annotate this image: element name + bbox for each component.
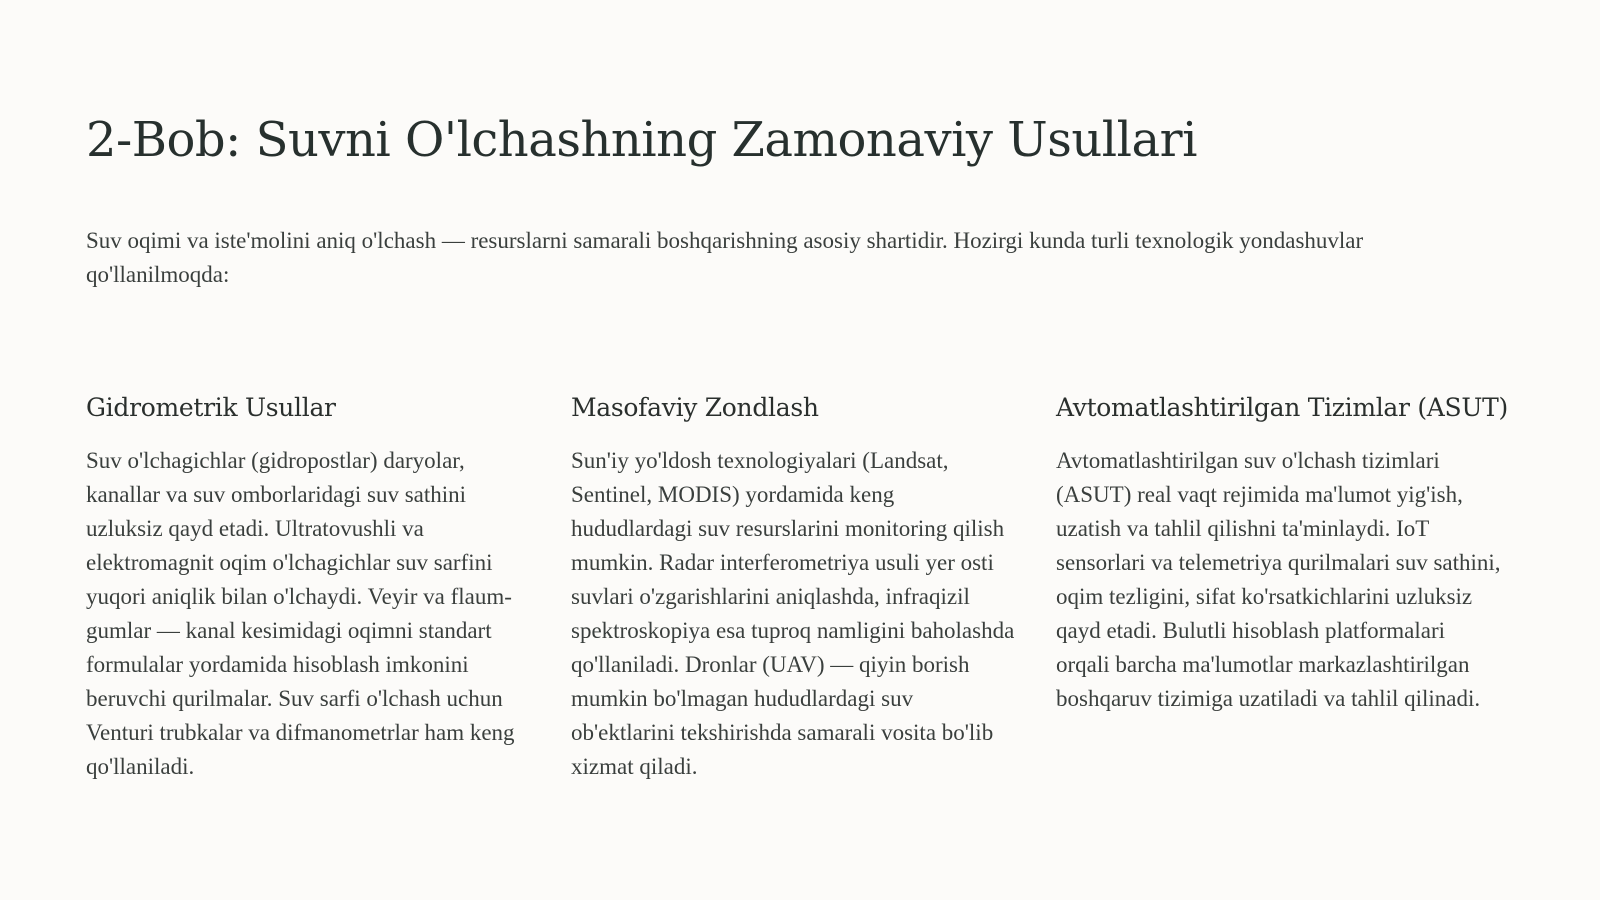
column-heading: Masofaviy Zondlash bbox=[571, 393, 819, 422]
slide bbox=[86, 0, 1526, 900]
column-heading: Avtomatlashtirilgan Tizimlar (ASUT) bbox=[1056, 393, 1508, 422]
column-heading: Gidrometrik Usullar bbox=[86, 393, 336, 422]
column-gidrometrik bbox=[86, 392, 534, 784]
column-masofaviy bbox=[571, 392, 1019, 784]
column-asut bbox=[1056, 392, 1508, 716]
column-body: Suv o'lchagichlar (gidropostlar) daryolar, kanallar va suv omborlaridagi suv sathini uzluksiz qayd etadi. Ultratovushli va elektromagnit oqim o'lchagichlar suv sarfini yuqori aniqlik bilan o'lchaydi. Veyir va flaum-gumlar — kanal kesimidagi oqimni standart formulalar yordamida hisoblash imkonini beruvchi qurilmalar. Suv sarfi o'lchash uchun Venturi trubkalar va difmanometrlar ham keng qo'llaniladi. bbox=[86, 448, 515, 779]
column-body: Avtomatlashtirilgan suv o'lchash tizimlari (ASUT) real vaqt rejimida ma'lumot yig'ish, uzatish va tahlil qilishni ta'minlaydi. IoT sensorlari va telemetriya qurilmalari suv sathini, oqim tezligini, sifat ko'rsatkichlarini uzluksiz qayd etadi. Bulutli hisoblash platformalari orqali barcha ma'lumotlar markazlashtirilgan boshqaruv tizimiga uzatiladi va tahlil qilinadi. bbox=[1056, 448, 1501, 711]
intro-paragraph: Suv oqimi va iste'molini aniq o'lchash — resurslarni samarali boshqarishning asosiy shartidir. Hozirgi kunda turli texnologik yondashuvlar qo'llanilmoqda: bbox=[86, 228, 1364, 287]
column-body: Sun'iy yo'ldosh texnologiyalari (Landsat, Sentinel, MODIS) yordamida keng hududlardagi suv resurslarini monitoring qilish mumkin. Radar interferometriya usuli yer osti suvlari o'zgarishlarini aniqlashda, infraqizil spektroskopiya esa tuproq namligini baholashda qo'llaniladi. Dronlar (UAV) — qiyin borish mumkin bo'lmagan hududlardagi suv ob'ektlarini tekshirishda samarali vosita bo'lib xizmat qiladi. bbox=[571, 448, 1015, 779]
columns-section bbox=[86, 392, 1526, 812]
slide-title: 2-Bob: Suvni O'lchashning Zamonaviy Usullari bbox=[86, 112, 1197, 168]
